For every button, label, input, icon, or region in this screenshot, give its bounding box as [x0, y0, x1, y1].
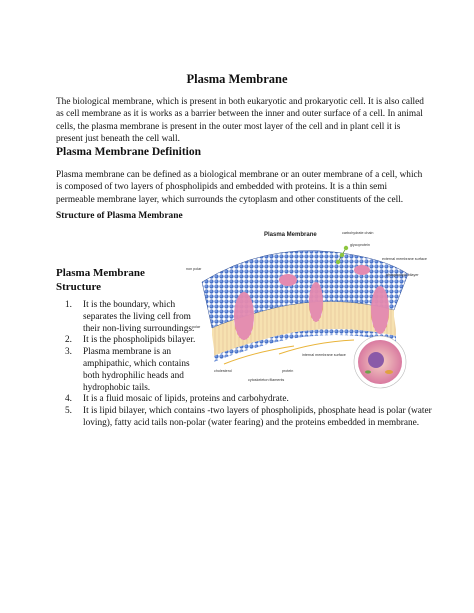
label-glycoprotein: glycoprotein — [350, 243, 370, 247]
label-protein: protein — [282, 369, 294, 373]
label-carbohydrate-chain: carbohydrate chain — [342, 231, 374, 235]
label-cholesterol: cholesterol — [214, 369, 232, 373]
protein-shape — [371, 286, 389, 334]
intro-paragraph: The biological membrane, which is present in both eukaryotic and prokaryotic cell. It is also called as cell membrane as it is works as a barrier between the inner and outer surface of a cell. In animal cells, the plasma membrane is present in the outer most layer of the cell and in plant cell it is present just beneath the cell wall. — [56, 97, 424, 145]
definition-heading: Plasma Membrane Definition — [56, 146, 202, 158]
animal-cell-illustration — [354, 336, 406, 388]
protein-shape — [234, 292, 254, 340]
protein-shape — [279, 274, 297, 286]
list-item: 4. It is a fluid mosaic of lipids, proteins and carbohydrate. — [65, 394, 289, 405]
list-item: 5. It is lipid bilayer, which contains -two layers of phospholipids, phosphate head is polar (water loving), fatty acid tails non-polar (water fearing) and the proteins embedded in membrane. — [65, 406, 432, 428]
list-item: 2. It is the phospholipids bilayer. — [65, 335, 196, 346]
label-cytoskeleton: cytoskeleton filaments — [248, 378, 285, 382]
protein-shape — [309, 282, 323, 322]
protein-shape — [354, 265, 370, 275]
structure-subheading: Structure of Plasma Membrane — [56, 211, 183, 221]
label-phospholipid-bilayer: phospholipid bilayer — [386, 273, 419, 277]
label-internal-surface: internal membrane surface — [302, 353, 346, 357]
list-item: 3. Plasma membrane is an amphipathic, which contains both hydrophilic heads and hydrophobic tails. — [65, 347, 190, 393]
label-polar: polar — [192, 325, 201, 329]
list-item: 1. It is the boundary, which separates the living cell from their non-living surroundings. — [65, 300, 195, 334]
label-external-surface: external membrane surface — [382, 257, 427, 261]
definition-paragraph: Plasma membrane can be defined as a biological membrane or an outer membrane of a cell, which is composed of two layers of phospholipids and embedded with proteins. It is a thin semi permeable membrane layer, which surrounds the cytoplasm and other constituents of the cell. — [56, 170, 423, 205]
structure-side-heading: Plasma Membrane Structure — [56, 267, 145, 293]
page-title: Plasma Membrane — [186, 72, 288, 86]
plasma-membrane-diagram — [184, 224, 427, 390]
label-non-polar: non polar — [186, 267, 202, 271]
diagram-title: Plasma Membrane — [264, 232, 317, 238]
